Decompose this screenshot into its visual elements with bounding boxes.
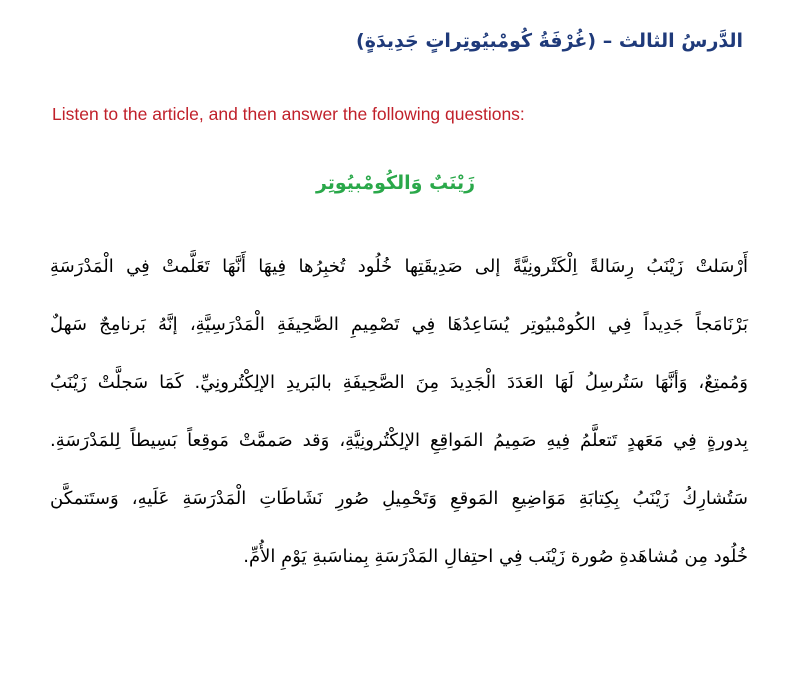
story-line: خُلُود مِن مُشاهَدةِ صُورة زَيْنَب فِي احتِفالِ المَدْرَسَةِ بِمناسَبةِ يَوْمِ الأُمِّ. (243, 546, 748, 567)
story-body (50, 238, 748, 586)
story-line: بَرْنَامَجاً جَدِيداً فِي الكُومْبيُوتِر يُسَاعِدُهَا فِي تَصْمِيمِ الصَّحِيفَةِ الْمَدْرَسِيَّةِ، إنَّهُ بَرنامِجٌ سَهلٌ (50, 314, 748, 335)
story-line: بِدورةٍ فِي مَعَهدٍ تَتعلَّمُ فِيهِ صَمِيمُ المَواقِعِ الإلِكْتُرونِيَّةِ، وَقد صَممَّتْ مَوقِعاً بَسِيطاً لِلمَدْرَسَةِ. (50, 430, 748, 451)
story-line: سَتُشارِكُ زَيْنَبُ بِكِتابَةِ مَوَاضِيعِ المَوقعِ وَتَحْمِيلِ صُورِ نَشَاطَاتِ الْمَدْرَسَةِ عَلَيهِ، وَستَتمكَّن (50, 488, 748, 509)
story-line: أَرْسَلتْ زَيْنَبُ رِسَالةً اِلْكَتْرونِيَّةً إلى صَدِيقَتِها خُلُود تُخبِرُها فِيهَا أَنَّهَا تَعَلَّمتْ فِي الْمَدْرَسَةِ (50, 256, 748, 277)
story-title: زَيْنَبٌ وَالكُومْبيُوتِر (315, 172, 476, 194)
instruction-text: Listen to the article, and then answer the following questions: (52, 104, 525, 124)
story-line: وَمُمتِعٌ، وَأنَّهَا سَتُرسِلُ لَهَا العَدَدَ الْجَدِيدَ مِنَ الصَّحِيفَةِ بالبَريدِ الإلِكْتُرونِيِّ. كَمَا سَجلَّتْ زَيْنَبُ (50, 372, 748, 393)
lesson-title: الدَّرسُ الثالث – (غُرْفَةُ كُومْبيُوتِراتٍ جَدِيدَةٍ) (356, 30, 743, 52)
